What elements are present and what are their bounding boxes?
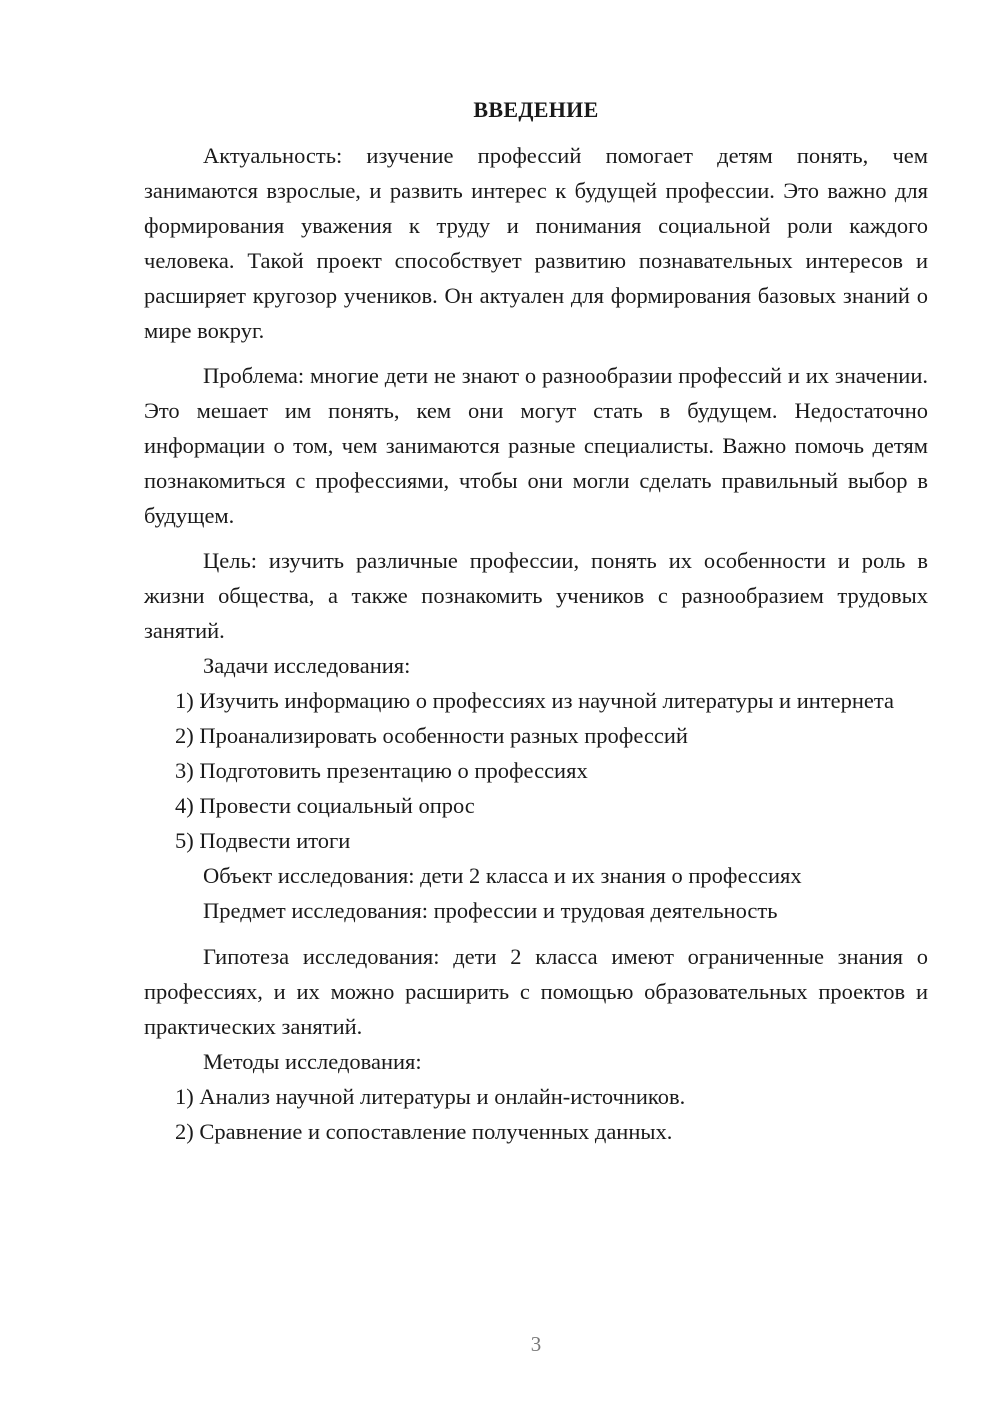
problem-paragraph: Проблема: многие дети не знают о разнообразии профессий и их значении. Это мешает им понять, кем они могут стать в будущем. Недостаточно информации о том, чем занимаются разные специалисты. Важно помочь детям познакомиться с профессиями, чтобы они могли сделать правильный выбор в будущем. [144, 363, 928, 528]
hypothesis-paragraph: Гипотеза исследования: дети 2 класса имеют ограниченные знания о профессиях, и их можно расширить с помощью образовательных проектов и практических занятий. [144, 944, 928, 1039]
document-body [144, 94, 928, 1149]
research-subject: Предмет исследования: профессии и трудовая деятельность [203, 898, 778, 923]
method-item-2: 2) Сравнение и сопоставление полученных данных. [175, 1119, 673, 1144]
tasks-heading: Задачи исследования: [203, 653, 411, 678]
relevance-paragraph: Актуальность: изучение профессий помогает детям понять, чем занимаются взрослые, и развить интерес к будущей профессии. Это важно для формирования уважения к труду и понимания социальной роли каждого человека. Такой проект способствует развитию познавательных интересов и расширяет кругозор учеников. Он актуален для формирования базовых знаний о мире вокруг. [144, 143, 928, 343]
research-object: Объект исследования: дети 2 класса и их знания о профессиях [203, 863, 802, 888]
method-item-1: 1) Анализ научной литературы и онлайн-источников. [175, 1084, 686, 1109]
task-item-5: 5) Подвести итоги [175, 828, 351, 853]
page-number: 3 [530, 1332, 542, 1356]
methods-heading: Методы исследования: [203, 1049, 422, 1074]
task-item-1: 1) Изучить информацию о профессиях из научной литературы и интернета [175, 688, 894, 713]
task-item-4: 4) Провести социальный опрос [175, 793, 475, 818]
task-item-3: 3) Подготовить презентацию о профессиях [175, 758, 588, 783]
task-item-2: 2) Проанализировать особенности разных профессий [175, 723, 688, 748]
goal-paragraph: Цель: изучить различные профессии, понять их особенности и роль в жизни общества, а также познакомить учеников с разнообразием трудовых занятий. [144, 548, 928, 643]
section-title: ВВЕДЕНИЕ [473, 97, 599, 122]
